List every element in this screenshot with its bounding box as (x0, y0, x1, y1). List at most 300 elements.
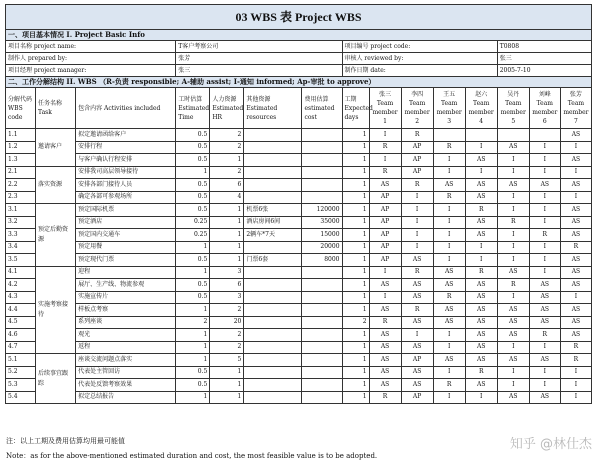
estimated-hr-cell: 1 (210, 216, 244, 229)
responsibility-cell: I (529, 241, 560, 254)
activity-cell: 安排各部门接待人员 (76, 179, 176, 192)
estimated-time-cell: 1 (176, 241, 210, 254)
other-resources-cell: 门票6套 (244, 254, 302, 267)
estimated-hr-cell: 2 (210, 141, 244, 154)
date-value: 2005-7-10 (497, 65, 591, 77)
estimated-time-cell: 2 (176, 316, 210, 329)
table-row (6, 166, 592, 179)
responsibility-cell: I (433, 241, 465, 254)
activity-cell: 预定用餐 (76, 241, 176, 254)
responsibility-cell: I (560, 141, 591, 154)
column-header: 李四 Team member 2 (401, 88, 433, 129)
task-name-cell: 预定后勤资源 (36, 204, 76, 267)
duration-cell: 1 (342, 179, 369, 192)
table-row (6, 216, 592, 229)
estimated-time-cell: 0.5 (176, 291, 210, 304)
responsibility-cell: R (465, 366, 497, 379)
responsibility-cell: I (433, 366, 465, 379)
responsibility-cell: I (433, 229, 465, 242)
duration-cell: 1 (342, 216, 369, 229)
responsibility-cell: R (529, 329, 560, 342)
responsibility-cell: AS (369, 366, 401, 379)
wbs-code-cell: 4.4 (6, 304, 36, 317)
responsibility-cell: I (465, 254, 497, 267)
wbs-code-cell: 4.7 (6, 341, 36, 354)
responsibility-cell: AS (529, 179, 560, 192)
responsibility-cell (529, 129, 560, 142)
responsibility-cell: AS (560, 179, 591, 192)
duration-cell: 1 (342, 229, 369, 242)
responsibility-cell: AP (369, 204, 401, 217)
responsibility-cell: AS (560, 216, 591, 229)
responsibility-cell: AS (560, 129, 591, 142)
responsibility-cell (433, 129, 465, 142)
estimated-hr-cell: 3 (210, 291, 244, 304)
column-header-row (6, 88, 592, 129)
project-name-value: T客户考察公司 (176, 41, 342, 53)
column-header: 任务名称 Task (36, 88, 76, 129)
responsibility-cell: I (369, 266, 401, 279)
column-header: 王五 Team member 3 (433, 88, 465, 129)
wbs-code-cell: 3.2 (6, 216, 36, 229)
table-row (6, 266, 592, 279)
responsibility-cell: AS (369, 379, 401, 392)
responsibility-cell: AS (401, 279, 433, 292)
responsibility-cell: I (497, 229, 529, 242)
wbs-document (5, 4, 592, 404)
estimated-hr-cell: 1 (210, 391, 244, 404)
table-row (6, 379, 592, 392)
table-row (6, 141, 592, 154)
estimated-time-cell: 0.5 (176, 204, 210, 217)
estimated-time-cell: 0.5 (176, 279, 210, 292)
activity-cell: 安排行程 (76, 141, 176, 154)
prepared-by-value: 张芳 (176, 53, 342, 65)
responsibility-cell: I (433, 154, 465, 167)
column-header: 张三 Team member 1 (369, 88, 401, 129)
reviewed-by-label: 审核人 reviewed by: (342, 53, 497, 65)
wbs-code-cell: 4.1 (6, 266, 36, 279)
duration-cell: 2 (342, 316, 369, 329)
column-header: 吴丹 Team member 5 (497, 88, 529, 129)
duration-cell: 1 (342, 366, 369, 379)
activity-cell: 确定各部可参观场所 (76, 191, 176, 204)
wbs-code-cell: 3.4 (6, 241, 36, 254)
responsibility-cell: I (560, 166, 591, 179)
activity-cell: 安排我司高层领导接待 (76, 166, 176, 179)
column-header: 工期 Expected days (342, 88, 369, 129)
estimated-time-cell: 0.5 (176, 179, 210, 192)
responsibility-cell: I (497, 254, 529, 267)
section-basic-info-heading: 一、项目基本情况 I. Project Basic Info (6, 30, 592, 41)
estimated-time-cell: 0.5 (176, 366, 210, 379)
responsibility-cell: I (529, 379, 560, 392)
responsibility-cell: AP (369, 191, 401, 204)
activity-cell: 代表处反馈考察效果 (76, 379, 176, 392)
responsibility-cell: AS (465, 354, 497, 367)
estimated-cost-cell (302, 191, 342, 204)
responsibility-cell: I (529, 204, 560, 217)
wbs-code-cell: 3.5 (6, 254, 36, 267)
responsibility-cell: AS (465, 229, 497, 242)
estimated-time-cell: 0.25 (176, 216, 210, 229)
other-resources-cell (244, 191, 302, 204)
note-english: Note：as for the above-mentioned estimated duration and cost, the most feasible value is to be adopted. (6, 452, 378, 460)
table-row (6, 229, 592, 242)
responsibility-cell: AP (369, 254, 401, 267)
other-resources-cell (244, 241, 302, 254)
responsibility-cell (497, 129, 529, 142)
estimated-time-cell: 1 (176, 304, 210, 317)
estimated-time-cell: 0.5 (176, 154, 210, 167)
note-chinese: 注：以上工期及费用估算均用最可能值 (6, 437, 125, 445)
other-resources-cell: 2辆车*7天 (244, 229, 302, 242)
responsibility-cell: I (401, 329, 433, 342)
responsibility-cell: R (401, 304, 433, 317)
responsibility-cell: AS (465, 316, 497, 329)
wbs-code-cell: 5.4 (6, 391, 36, 404)
responsibility-cell: I (497, 154, 529, 167)
responsibility-cell: I (560, 379, 591, 392)
column-header: 其他资源 Estimated resources (244, 88, 302, 129)
responsibility-cell: I (529, 216, 560, 229)
column-header: 刘峰 Team member 6 (529, 88, 560, 129)
other-resources-cell (244, 329, 302, 342)
responsibility-cell: AS (465, 216, 497, 229)
estimated-hr-cell: 1 (210, 241, 244, 254)
estimated-hr-cell: 2 (210, 129, 244, 142)
responsibility-cell: I (560, 291, 591, 304)
responsibility-cell: AS (465, 291, 497, 304)
estimated-time-cell: 0.5 (176, 129, 210, 142)
responsibility-cell: AS (433, 354, 465, 367)
wbs-code-cell: 2.2 (6, 179, 36, 192)
other-resources-cell (244, 304, 302, 317)
table-row (6, 341, 592, 354)
other-resources-cell (244, 354, 302, 367)
table-row (6, 129, 592, 142)
activity-cell: 样板点考察 (76, 304, 176, 317)
estimated-cost-cell (302, 179, 342, 192)
estimated-time-cell: 1 (176, 329, 210, 342)
responsibility-cell: AS (401, 366, 433, 379)
column-header: 张芳 Team member 7 (560, 88, 591, 129)
estimated-hr-cell: 20 (210, 316, 244, 329)
estimated-cost-cell (302, 354, 342, 367)
responsibility-cell: R (497, 216, 529, 229)
other-resources-cell: 机票6张 (244, 204, 302, 217)
responsibility-cell: AS (560, 279, 591, 292)
estimated-cost-cell (302, 391, 342, 404)
responsibility-cell: AS (560, 254, 591, 267)
wbs-table (5, 4, 592, 404)
responsibility-cell: AS (529, 316, 560, 329)
responsibility-cell: R (369, 316, 401, 329)
estimated-cost-cell (302, 366, 342, 379)
responsibility-cell: AS (465, 304, 497, 317)
responsibility-cell: I (529, 166, 560, 179)
table-row (6, 304, 592, 317)
responsibility-cell: AS (401, 254, 433, 267)
responsibility-cell: I (529, 191, 560, 204)
responsibility-cell: R (433, 379, 465, 392)
duration-cell: 1 (342, 191, 369, 204)
duration-cell: 1 (342, 379, 369, 392)
responsibility-cell: AS (401, 379, 433, 392)
estimated-hr-cell: 3 (210, 266, 244, 279)
table-row (6, 391, 592, 404)
table-row (6, 329, 592, 342)
responsibility-cell: I (401, 216, 433, 229)
task-name-cell: 实施考察接待 (36, 266, 76, 354)
responsibility-cell: AS (369, 354, 401, 367)
responsibility-cell: AS (497, 391, 529, 404)
estimated-hr-cell: 6 (210, 279, 244, 292)
responsibility-cell: AS (433, 304, 465, 317)
duration-cell: 1 (342, 279, 369, 292)
estimated-hr-cell: 1 (210, 229, 244, 242)
estimated-cost-cell: 35000 (302, 216, 342, 229)
wbs-code-cell: 4.3 (6, 291, 36, 304)
responsibility-cell: R (369, 141, 401, 154)
wbs-code-cell: 5.1 (6, 354, 36, 367)
responsibility-cell: I (497, 166, 529, 179)
activity-cell: 观光 (76, 329, 176, 342)
responsibility-cell: AP (401, 141, 433, 154)
responsibility-cell: AS (529, 291, 560, 304)
table-row (6, 241, 592, 254)
duration-cell: 1 (342, 391, 369, 404)
activity-cell: 拟定总结报告 (76, 391, 176, 404)
responsibility-cell: AS (497, 304, 529, 317)
activity-cell: 代表处主管回访 (76, 366, 176, 379)
estimated-hr-cell: 1 (210, 254, 244, 267)
other-resources-cell (244, 154, 302, 167)
responsibility-cell: AS (560, 316, 591, 329)
column-header: 人力资源 Estimated HR (210, 88, 244, 129)
table-row (6, 191, 592, 204)
responsibility-cell: I (401, 191, 433, 204)
responsibility-cell: AP (401, 154, 433, 167)
responsibility-cell: AS (465, 379, 497, 392)
estimated-time-cell: 0.5 (176, 191, 210, 204)
wbs-code-cell: 4.6 (6, 329, 36, 342)
estimated-time-cell: 0.5 (176, 254, 210, 267)
responsibility-cell: AS (433, 279, 465, 292)
responsibility-cell: AS (369, 279, 401, 292)
estimated-hr-cell: 1 (210, 154, 244, 167)
responsibility-cell: AS (369, 341, 401, 354)
responsibility-cell: AS (465, 179, 497, 192)
responsibility-cell: R (433, 141, 465, 154)
estimated-cost-cell (302, 266, 342, 279)
responsibility-cell: R (401, 266, 433, 279)
watermark: 知乎 @林仕杰 (509, 437, 592, 452)
responsibility-cell: AP (401, 166, 433, 179)
responsibility-cell: I (529, 141, 560, 154)
responsibility-cell: AS (369, 304, 401, 317)
duration-cell: 1 (342, 304, 369, 317)
responsibility-cell: R (497, 279, 529, 292)
activity-cell: 展厅、生产线、物流参观 (76, 279, 176, 292)
responsibility-cell: AS (369, 179, 401, 192)
estimated-time-cell: 0.25 (176, 229, 210, 242)
estimated-time-cell: 1 (176, 341, 210, 354)
wbs-code-cell: 1.2 (6, 141, 36, 154)
responsibility-cell: AS (497, 179, 529, 192)
duration-cell: 1 (342, 204, 369, 217)
responsibility-cell: I (401, 229, 433, 242)
estimated-hr-cell: 4 (210, 191, 244, 204)
column-header: 包含内容 Activities included (76, 88, 176, 129)
activity-cell: 预定酒店 (76, 216, 176, 229)
responsibility-cell: AP (369, 241, 401, 254)
responsibility-cell: I (465, 391, 497, 404)
responsibility-cell: R (369, 391, 401, 404)
responsibility-cell: I (433, 341, 465, 354)
task-name-cell: 后续事宜跟踪 (36, 354, 76, 404)
estimated-cost-cell (302, 129, 342, 142)
responsibility-cell: AP (401, 391, 433, 404)
other-resources-cell (244, 341, 302, 354)
responsibility-cell: AS (560, 204, 591, 217)
wbs-code-cell: 5.3 (6, 379, 36, 392)
estimated-hr-cell: 1 (210, 379, 244, 392)
responsibility-cell: I (497, 341, 529, 354)
activity-cell: 预定现代门票 (76, 254, 176, 267)
duration-cell: 1 (342, 291, 369, 304)
responsibility-cell: AS (529, 279, 560, 292)
responsibility-cell: I (465, 141, 497, 154)
estimated-cost-cell (302, 166, 342, 179)
responsibility-cell: I (401, 204, 433, 217)
estimated-time-cell: 0.5 (176, 379, 210, 392)
responsibility-cell: I (529, 341, 560, 354)
responsibility-cell: I (433, 391, 465, 404)
estimated-cost-cell (302, 279, 342, 292)
responsibility-cell: I (369, 154, 401, 167)
column-header: 费用估算 estimated cost (302, 88, 342, 129)
responsibility-cell: I (497, 366, 529, 379)
responsibility-cell: R (433, 191, 465, 204)
estimated-cost-cell (302, 304, 342, 317)
responsibility-cell: R (465, 266, 497, 279)
responsibility-cell: AP (401, 354, 433, 367)
responsibility-cell: AS (465, 191, 497, 204)
estimated-cost-cell (302, 379, 342, 392)
responsibility-cell: AS (433, 316, 465, 329)
responsibility-cell: I (433, 329, 465, 342)
responsibility-cell: R (433, 291, 465, 304)
activity-cell: 系列座谈 (76, 316, 176, 329)
responsibility-cell: I (497, 379, 529, 392)
column-header: 工时估算 Estimated Time (176, 88, 210, 129)
duration-cell: 1 (342, 141, 369, 154)
responsibility-cell: I (433, 216, 465, 229)
responsibility-cell (465, 129, 497, 142)
activity-cell: 迎程 (76, 266, 176, 279)
other-resources-cell (244, 279, 302, 292)
other-resources-cell (244, 291, 302, 304)
table-row (6, 316, 592, 329)
estimated-cost-cell (302, 154, 342, 167)
project-name-label: 项目名称 project name: (6, 41, 176, 53)
other-resources-cell (244, 366, 302, 379)
responsibility-cell: AS (560, 304, 591, 317)
wbs-code-cell: 5.2 (6, 366, 36, 379)
duration-cell: 1 (342, 241, 369, 254)
other-resources-cell (244, 391, 302, 404)
responsibility-cell: AS (401, 341, 433, 354)
responsibility-cell: I (401, 241, 433, 254)
responsibility-cell: AS (369, 329, 401, 342)
table-row (6, 179, 592, 192)
table-row (6, 366, 592, 379)
responsibility-cell: AS (497, 329, 529, 342)
estimated-hr-cell: 2 (210, 329, 244, 342)
responsibility-cell: AP (369, 229, 401, 242)
responsibility-cell: AS (529, 354, 560, 367)
estimated-cost-cell: 15000 (302, 229, 342, 242)
estimated-cost-cell (302, 329, 342, 342)
responsibility-cell: AS (497, 354, 529, 367)
responsibility-cell: I (497, 204, 529, 217)
responsibility-cell: AS (465, 154, 497, 167)
project-manager-label: 项目经理 project manager: (6, 65, 176, 77)
estimated-hr-cell: 1 (210, 204, 244, 217)
responsibility-cell: AP (369, 216, 401, 229)
responsibility-cell: AS (433, 179, 465, 192)
estimated-cost-cell: 8000 (302, 254, 342, 267)
table-row (6, 291, 592, 304)
table-row (6, 254, 592, 267)
task-name-cell: 落实资源 (36, 166, 76, 204)
estimated-hr-cell: 2 (210, 341, 244, 354)
responsibility-cell: R (465, 204, 497, 217)
responsibility-cell: AS (401, 291, 433, 304)
estimated-hr-cell: 2 (210, 166, 244, 179)
responsibility-cell: AS (465, 279, 497, 292)
responsibility-cell: R (401, 129, 433, 142)
document-title: 03 WBS 表 Project WBS (6, 5, 592, 30)
responsibility-cell: I (497, 291, 529, 304)
responsibility-cell: AS (433, 266, 465, 279)
responsibility-cell: R (529, 229, 560, 242)
activity-cell: 实施宣传片 (76, 291, 176, 304)
responsibility-cell: I (433, 204, 465, 217)
responsibility-cell: AS (497, 316, 529, 329)
responsibility-cell: AS (465, 341, 497, 354)
table-row (6, 354, 592, 367)
column-header: 赵六 Team member 4 (465, 88, 497, 129)
responsibility-cell: I (560, 391, 591, 404)
responsibility-cell: R (560, 341, 591, 354)
responsibility-cell: AS (529, 304, 560, 317)
activity-cell: 返程 (76, 341, 176, 354)
duration-cell: 1 (342, 154, 369, 167)
responsibility-cell: AS (560, 329, 591, 342)
project-code-value: T0808 (497, 41, 591, 53)
activity-cell: 预定国内交通车 (76, 229, 176, 242)
table-row (6, 154, 592, 167)
estimated-hr-cell: 6 (210, 179, 244, 192)
estimated-hr-cell: 5 (210, 354, 244, 367)
other-resources-cell (244, 266, 302, 279)
estimated-cost-cell (302, 141, 342, 154)
wbs-code-cell: 1.3 (6, 154, 36, 167)
responsibility-cell: AS (560, 266, 591, 279)
table-row (6, 279, 592, 292)
